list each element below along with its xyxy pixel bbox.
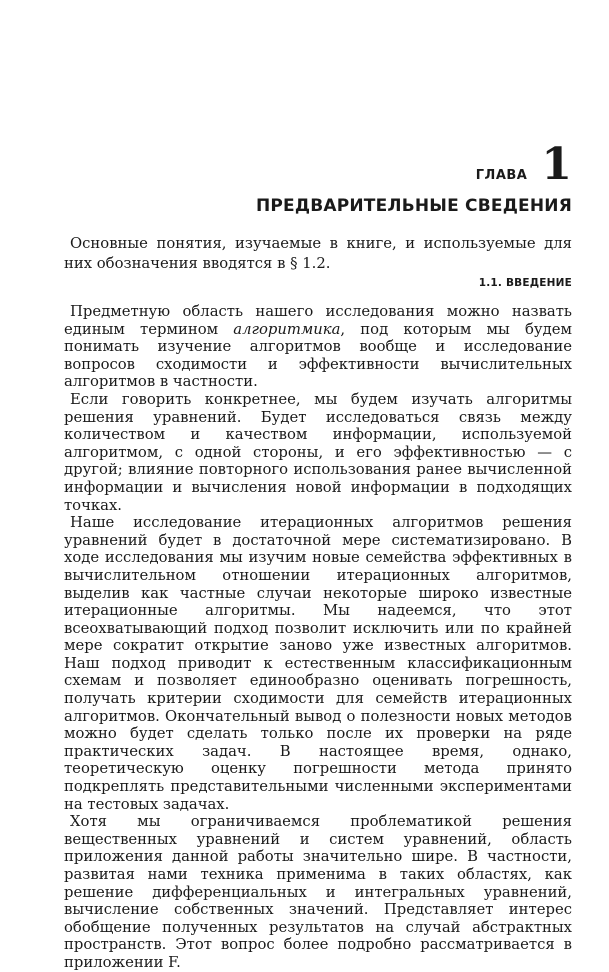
paragraph-2: Если говорить конкретнее, мы будем изучать алгоритмы решения уравнений. Будет исследоваться связь между количеством и качеством информации, используемой алгоритмом, с одной стороны, и его эффективностью — с другой; влияние повторного использования ранее вычисленной информации и вычисления новой информации в подходящих точках. [64,390,572,514]
chapter-number: 1 [541,139,572,190]
section-title: 1.1. ВВЕДЕНИЕ [478,277,572,289]
paragraph-1 [64,303,572,391]
paragraph-4: Хотя мы ограничиваемся проблематикой решения вещественных уравнений и систем уравнений, область приложения данной работы значительно шире. В частности, развитая нами техника применима в таких областях, как решение дифференциальных и интегральных уравнений, вычисление собственных значений. Представляет интерес обобщение полученных результатов на случай абстрактных пространств. Этот вопрос более подробно рассматривается в приложении F. [64,813,572,971]
book-page [64,0,572,971]
chapter-label: ГЛАВА [475,168,528,183]
chapter-heading [475,139,572,190]
paragraph-3: Наше исследование итерационных алгоритмов решения уравнений будет в достаточной мере систематизировано. В ходе исследования мы изучим новые семейства эффективных в вычислительном отношении итерационных алгоритмов, выделив как частные случаи некоторые широко известные итерационные алгоритмы. Мы надеемся, что этот всеохватывающий подход позволит исключить или по крайней мере сократит открытие заново уже известных алгоритмов. Наш подход приводит к естественным классификационным схемам и позволяет единообразно оценивать погрешность, получать критерии сходимости для семейств итерационных алгоритмов. Окончательный вывод о полезности новых методов можно будет сделать только после их проверки на ряде практических задач. В настоящее время, однако, теоретическую оценку погрешности метода принято подкреплять представительными численными экспериментами на тестовых задачах. [64,514,572,813]
paragraph-1-start: Предметную область нашего исследования можно назвать единым термином [64,303,572,338]
section-body [64,303,572,972]
paragraph-1-end: , под которым мы будем понимать изучение алгоритмов вообще и исследование вопросов сходимости и эффективности вычислительных алгоритмов в частности. [64,320,572,391]
chapter-title: ПРЕДВАРИТЕЛЬНЫЕ СВЕДЕНИЯ [255,196,572,216]
term-algoritmika: алгоритмика [233,320,341,338]
intro-paragraph: Основные понятия, изучаемые в книге, и используемые для них обозначения вводятся в § 1.2. [64,235,572,272]
